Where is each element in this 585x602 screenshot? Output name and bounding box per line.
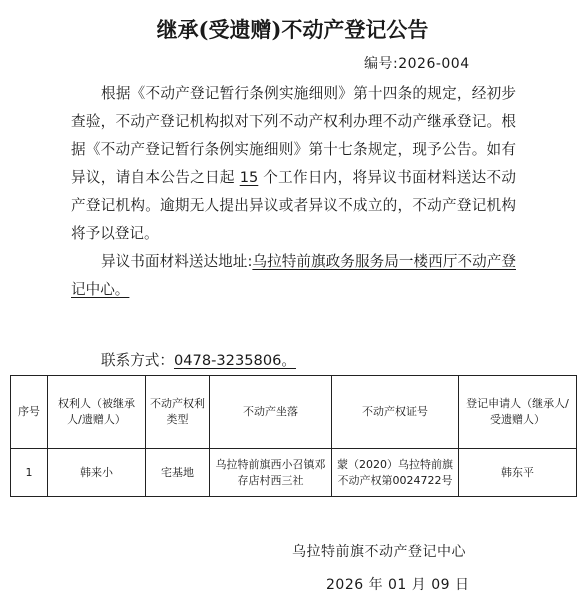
header-seq: 序号: [11, 376, 48, 449]
cell-location: 乌拉特前旗西小召镇邓存店村西三社: [210, 449, 332, 497]
header-right-holder: 权利人（被继承人/遗赠人）: [48, 376, 146, 449]
contact-label: 联系方式：: [101, 352, 174, 369]
header-applicant: 登记申请人（继承人/受遗赠人）: [459, 376, 577, 449]
table-row: [11, 449, 577, 497]
contact-info: [101, 349, 296, 370]
notice-body: [71, 80, 516, 304]
paragraph-part1: 根据《不动产登记暂行条例实施细则》第十四条的规定，经初步查验，不动产登记机构拟对下列不动产权利办理不动产继承登记。根据《不动产登记暂行条例实施细则》第十七条规定，现予公告。如有异议，请自本公告之日起: [71, 85, 516, 186]
cell-applicant: 韩东平: [459, 449, 577, 497]
paragraph-part2: 个工作日内，将异议书面材料送达不动产登记机构。逾期无人提出异议或者异议不成立的，不动产登记机构将予以登记。: [71, 169, 516, 242]
contact-phone: 0478-3235806。: [173, 352, 296, 369]
objection-address: [71, 248, 516, 304]
header-certificate-no: 不动产权证号: [332, 376, 459, 449]
cell-certificate-no: 蒙（2020）乌拉特前旗不动产权第0024722号: [332, 449, 459, 497]
address-label: 异议书面材料送达地址:: [101, 253, 253, 270]
header-location: 不动产坐落: [210, 376, 332, 449]
property-table: [10, 375, 577, 497]
cell-seq: 1: [11, 449, 48, 497]
notice-title: 继承(受遗赠)不动产登记公告: [156, 17, 429, 42]
header-right-type: 不动产权利类型: [146, 376, 210, 449]
cell-right-holder: 韩来小: [48, 449, 146, 497]
table-header-row: [11, 376, 577, 449]
main-paragraph: [71, 80, 516, 248]
address-value: 乌拉特前旗政务服务局一楼西厅不动产登记中心。: [71, 253, 516, 298]
issuing-organization: 乌拉特前旗不动产登记中心: [292, 544, 466, 560]
issue-date: 2026 年 01 月 09 日: [326, 577, 470, 593]
cell-right-type: 宅基地: [146, 449, 210, 497]
document-number: 编号:2026-004: [364, 56, 470, 72]
objection-days: 15: [239, 169, 259, 186]
